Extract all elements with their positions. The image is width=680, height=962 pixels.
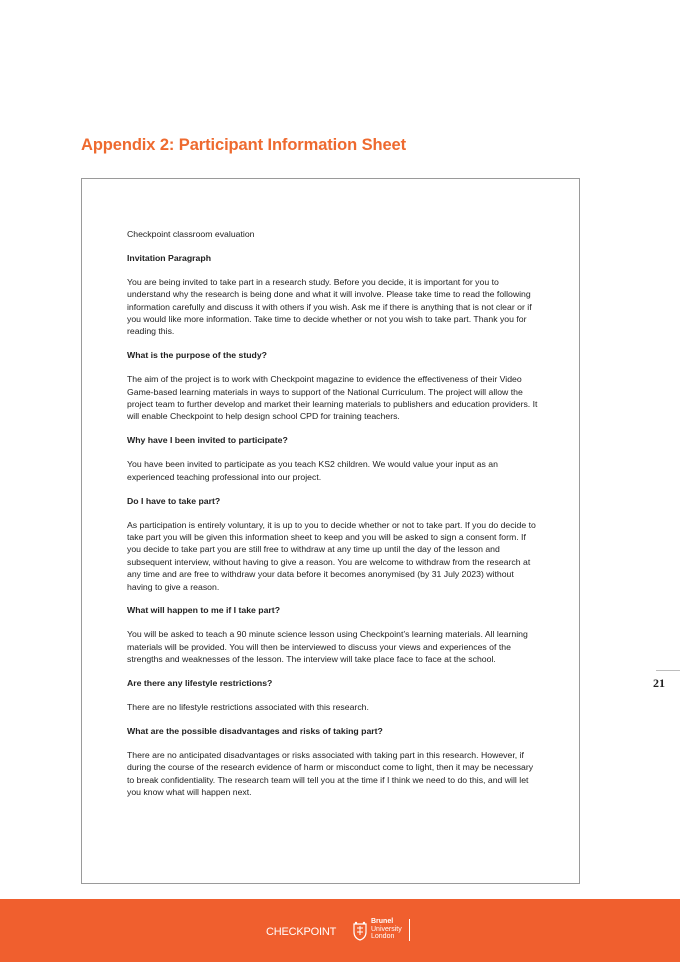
section-title: Are there any lifestyle restrictions? [127,678,273,689]
section-paragraph: You have been invited to participate as you teach KS2 children. We would value your input as an experienced teaching professional into our project. [127,459,498,482]
page-number-rule [656,670,680,671]
page-number: 21 [653,676,665,690]
section-title: What are the possible disadvantages and risks of taking part? [127,725,383,736]
sheet-intro: Checkpoint classroom evaluation [127,229,255,239]
brunel-crest-icon [352,921,368,941]
section-paragraph: You are being invited to take part in a research study. Before you decide, it is important for you to understand why the research is being done and what it will involve. Please take time to read the following information carefully and discuss it with others if you wish. Ask me if there is anything that is not clear or if you would like more information. Take time to decide whether or not you wish to take part. Thank you for reading this. [127,276,532,337]
section-paragraph: You will be asked to teach a 90 minute science lesson using Checkpoint’s learning materials. All learning materials will be provided. You will then be interviewed to discuss your views and experiences of the strengths and weaknesses of the lesson. The interview will take place face to face at the school. [127,629,528,665]
section-paragraph: There are no anticipated disadvantages or risks associated with taking part in this research. However, if during the course of the research evidence of harm or misconduct come to light, then it may be necessary to break confidentiality. The research team will tell you at the time if I think we need to do this, and will let you know what will happen next. [127,749,534,797]
brunel-line: Brunel [371,918,394,925]
page-heading: Appendix 2: Participant Information Sheet [81,136,407,154]
section-title: Why have I been invited to participate? [127,435,288,446]
info-sheet-content [127,228,541,810]
brunel-line: University [371,925,402,933]
brunel-logo-divider [409,919,410,941]
section-title: Do I have to take part? [127,495,221,506]
section-title: Invitation Paragraph [127,252,211,263]
brunel-line: London [371,933,395,941]
brunel-logo-text [371,918,402,941]
checkpoint-logo: CHECKPOINT [266,926,337,938]
section-title: What will happen to me if I take part? [127,605,281,616]
section-title: What is the purpose of the study? [127,350,267,361]
section-paragraph: As participation is entirely voluntary, it is up to you to decide whether or not to take part. If you do decide to take part you will be given this information sheet to keep and you will be asked to sign a consent form. If you decide to take part you are still free to withdraw at any time up until the day of the lesson and subsequent interview, without having to give a reason. You are welcome to withdraw from the research at any time and are free to withdraw your data before it becomes anonymised (by 31 July 2023) without having to give a reason. [127,519,536,592]
section-paragraph: The aim of the project is to work with Checkpoint magazine to evidence the effectiveness of their Video Game-based learning materials in ways to support of the National Curriculum. The project will allow the project team to further develop and market their learning materials to publishers and education providers. It will enable Checkpoint to help design school CPD for training teachers. [127,374,538,422]
footer-band [0,899,680,962]
section-paragraph: There are no lifestyle restrictions associated with this research. [127,701,369,712]
